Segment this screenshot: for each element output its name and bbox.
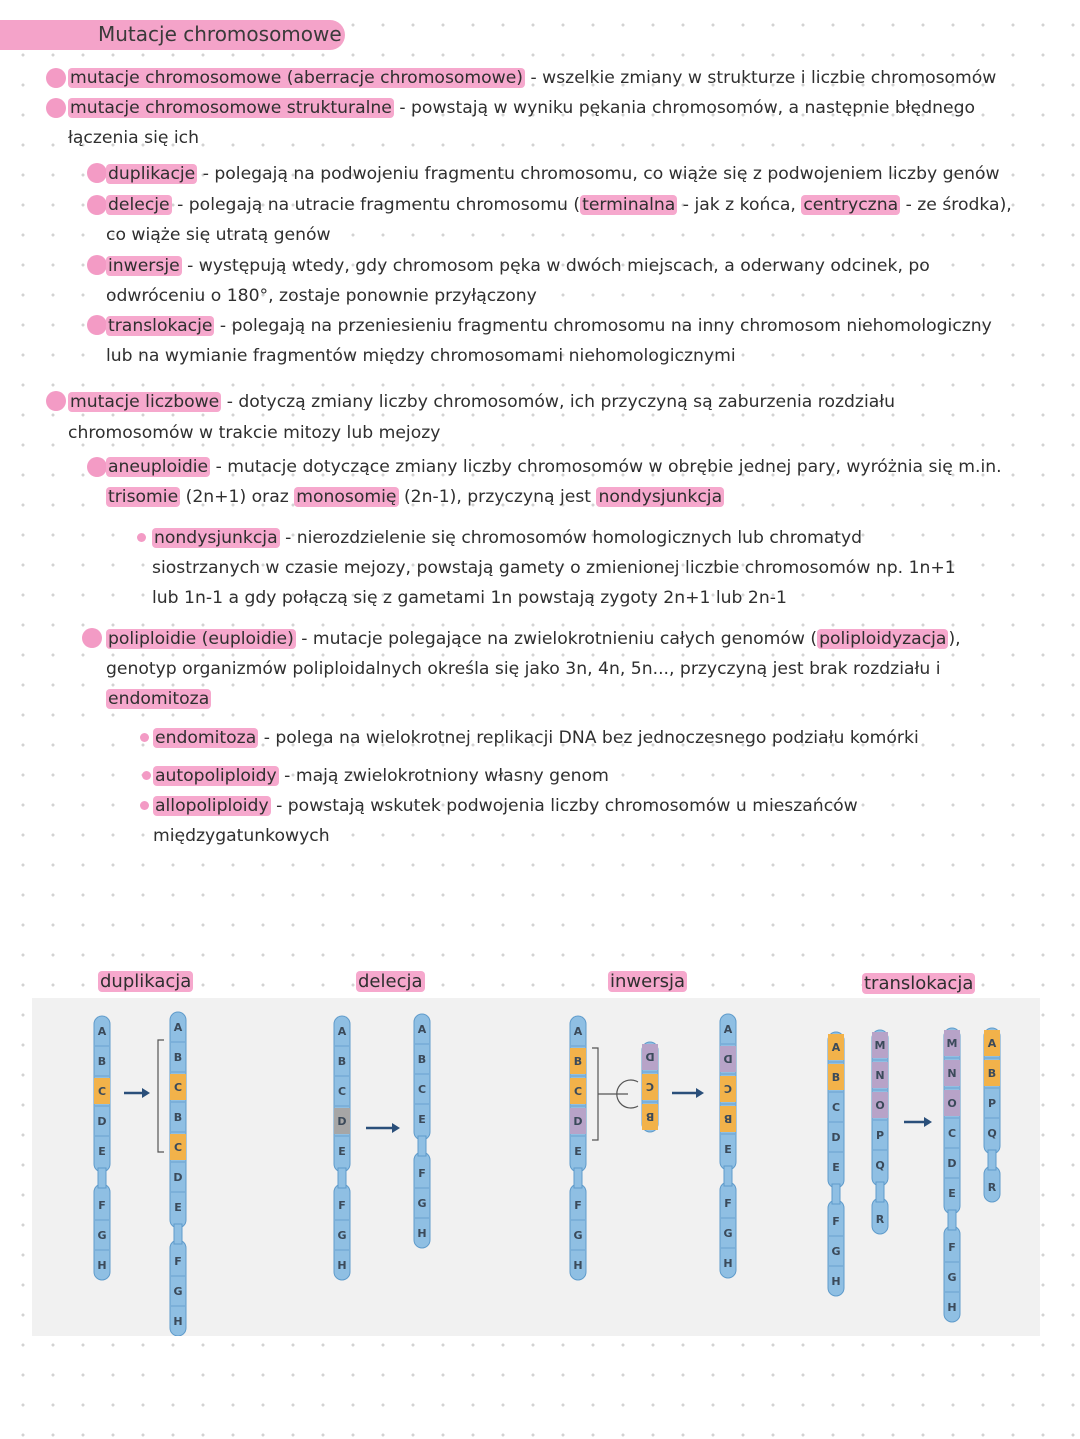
chromosome-dup-after (170, 1012, 186, 1336)
gene-label: B (337, 1055, 347, 1068)
term: aneuploidie (108, 457, 209, 477)
gene-label: B (97, 1055, 107, 1068)
gene-label: M (874, 1039, 886, 1052)
gene-label: E (418, 1113, 426, 1126)
arrow-inversion (672, 1088, 704, 1098)
page-title: Mutacje chromosomowe (98, 22, 342, 46)
definition-translocation: translokacje - polegają na przeniesieniu fragmentu chromosomu na inny chromosom niehomologiczny (108, 316, 992, 336)
definition-autopolyploidy: autopoliploidy - mają zwielokrotniony własny genom (155, 766, 609, 786)
gene-label: B (723, 1112, 733, 1125)
gene-label: G (417, 1197, 427, 1210)
duplicated-segment-bracket (158, 1040, 164, 1152)
bullet-dot (140, 733, 149, 742)
chromosome-trans-b-before (872, 1030, 888, 1234)
term: trisomie (108, 487, 179, 507)
definition-nondisjunction: nondysjunkcja - nierozdzielenie się chromosomów homologicznych lub chromatyd (154, 528, 863, 548)
gene-label: Q (987, 1127, 997, 1140)
gene-label: C (573, 1085, 583, 1098)
gene-label: O (947, 1097, 957, 1110)
gene-label: A (573, 1025, 583, 1038)
gene-label: E (98, 1145, 106, 1158)
bullet-dot (46, 68, 66, 88)
gene-label: E (832, 1161, 840, 1174)
gene-label: D (173, 1171, 183, 1184)
gene-label: D (723, 1052, 733, 1065)
gene-label: A (723, 1023, 733, 1036)
definition-aneuploidy: aneuploidie - mutacje dotyczące zmiany liczby chromosomów w obrębie jednej pary, wyróżnia się m.in. (108, 457, 1002, 477)
term: endomitoza (155, 728, 257, 748)
gene-label: E (724, 1143, 732, 1156)
term: monosomię (296, 487, 397, 507)
bullet-dot (87, 315, 107, 335)
gene-label: C (831, 1101, 841, 1114)
gene-label: F (724, 1197, 732, 1210)
mutation-diagram (32, 998, 1040, 1336)
gene-label: H (97, 1259, 107, 1272)
bullet-dot (46, 98, 66, 118)
definition-structural-line2: łączenia się ich (68, 128, 200, 148)
gene-label: B (987, 1067, 997, 1080)
term: delecje (108, 195, 170, 215)
gene-label: G (831, 1245, 841, 1258)
gene-label: F (574, 1199, 582, 1212)
definition-allopolyploidy-line2: międzygatunkowych (153, 826, 330, 846)
bullet-dot (87, 457, 107, 477)
gene-label: D (947, 1157, 957, 1170)
gene-label: D (645, 1050, 655, 1063)
gene-label: C (337, 1085, 347, 1098)
gene-label: B (573, 1055, 583, 1068)
gene-label: G (337, 1229, 347, 1242)
gene-label: B (417, 1053, 427, 1066)
gene-label: B (173, 1051, 183, 1064)
definition-polyploidy-line2: genotyp organizmów poliploidalnych określa się jako 3n, 4n, 5n..., przyczyną jest brak rozdziału i (106, 659, 941, 679)
gene-label: D (831, 1131, 841, 1144)
gene-label: M (946, 1037, 958, 1050)
gene-label: C (723, 1082, 733, 1095)
diagram-label-translocation: translokacja (864, 973, 974, 994)
gene-label: H (417, 1227, 427, 1240)
gene-label: Q (875, 1159, 885, 1172)
gene-label: H (573, 1259, 583, 1272)
definition-inversion: inwersje - występują wtedy, gdy chromosom pęka w dwóch miejscach, a oderwany odcinek, po (108, 256, 930, 276)
gene-label: B (173, 1111, 183, 1124)
term: poliploidyzacja (819, 629, 947, 649)
term: mutacje chromosomowe strukturalne (70, 98, 392, 118)
gene-label: H (337, 1259, 347, 1272)
gene-label: E (174, 1201, 182, 1214)
gene-label: C (417, 1083, 427, 1096)
term: mutacje liczbowe (70, 392, 220, 412)
diagram-label-inversion: inwersja (610, 971, 686, 992)
definition-allopolyploidy: allopoliploidy - powstają wskutek podwojenia liczby chromosomów u mieszańców (155, 796, 858, 816)
gene-label: H (723, 1257, 733, 1270)
gene-label: G (97, 1229, 107, 1242)
chromosome-trans-a-before (828, 1032, 844, 1296)
chromosome-trans-a-after (944, 1028, 960, 1322)
gene-label: D (337, 1115, 347, 1128)
definition-polyploidy-line3 (106, 687, 211, 711)
term: translokacje (108, 316, 213, 336)
diagram-label-deletion: delecja (358, 971, 423, 992)
gene-label: B (831, 1071, 841, 1084)
gene-label: R (875, 1213, 885, 1226)
arrow-duplication (124, 1088, 150, 1098)
chromosome-inv-before (570, 1016, 586, 1280)
chromosome-inv-fragment (642, 1042, 658, 1132)
chromosome-trans-b-after (984, 1028, 1000, 1202)
arrow-translocation (904, 1117, 932, 1127)
gene-label: C (947, 1127, 957, 1140)
gene-label: H (831, 1275, 841, 1288)
gene-label: F (98, 1199, 106, 1212)
definition-inversion-line2: odwróceniu o 180°, zostaje ponownie przyłączony (106, 286, 537, 306)
term: nondysjunkcja (598, 487, 723, 507)
term: poliploidie (euploidie) (108, 629, 294, 649)
chromosome-del-after (414, 1014, 430, 1248)
gene-label: F (174, 1255, 182, 1268)
mutation-diagram-panel (32, 998, 1040, 1336)
gene-label: H (947, 1301, 957, 1314)
gene-label: E (948, 1187, 956, 1200)
gene-label: O (875, 1099, 885, 1112)
gene-label: A (987, 1037, 997, 1050)
gene-label: R (987, 1181, 997, 1194)
gene-label: A (173, 1021, 183, 1034)
inversion-bracket (592, 1048, 598, 1140)
bullet-dot (142, 771, 151, 780)
gene-label: E (338, 1145, 346, 1158)
gene-label: G (573, 1229, 583, 1242)
gene-label: A (417, 1023, 427, 1036)
gene-label: A (337, 1025, 347, 1038)
gene-label: N (947, 1067, 957, 1080)
definition-structural: mutacje chromosomowe strukturalne - powstają w wyniku pękania chromosomów, a następnie błędnego (70, 98, 976, 118)
diagram-label-duplication: duplikacja (100, 971, 192, 992)
definition-deletion-line2: co wiąże się utratą genów (106, 225, 331, 245)
gene-label: D (573, 1115, 583, 1128)
gene-label: C (173, 1141, 183, 1154)
term: endomitoza (108, 689, 210, 709)
term: centryczna (803, 195, 899, 215)
gene-label: F (948, 1241, 956, 1254)
definition-translocation-line2: lub na wymianie fragmentów między chromosomami niehomologicznymi (106, 346, 736, 366)
gene-label: G (947, 1271, 957, 1284)
chromosome-del-before (334, 1016, 350, 1280)
gene-label: B (645, 1110, 655, 1123)
definition-duplication: duplikacje - polegają na podwojeniu fragmentu chromosomu, co wiąże się z podwojeniem liczby genów (108, 164, 1000, 184)
term: autopoliploidy (155, 766, 277, 786)
gene-label: D (97, 1115, 107, 1128)
gene-label: F (832, 1215, 840, 1228)
term: nondysjunkcja (154, 528, 278, 548)
definition-deletion: delecje - polegają na utracie fragmentu chromosomu ( terminalna - jak z końca, centryczna - ze środka), (108, 195, 1012, 215)
bullet-dot (87, 195, 107, 215)
bullet-dot (87, 163, 107, 183)
gene-label: N (875, 1069, 885, 1082)
arrow-deletion (366, 1123, 400, 1133)
gene-label: F (418, 1167, 426, 1180)
definition-polyploidy: poliploidie (euploidie) - mutacje polegające na zwielokrotnieniu całych genomów ( poliploidyzacja ), (108, 629, 961, 649)
definition-nondisjunction-line3: lub 1n-1 a gdy połączą się z gametami 1n powstają zygoty 2n+1 lub 2n-1 (152, 588, 787, 608)
term: mutacje chromosomowe (aberracje chromosomowe) (70, 68, 524, 88)
gene-label: A (97, 1025, 107, 1038)
bullet-dot (82, 628, 102, 648)
term: allopoliploidy (155, 796, 269, 816)
bullet-dot (140, 801, 149, 810)
gene-label: C (97, 1085, 107, 1098)
bullet-dot (137, 533, 146, 542)
term: duplikacje (108, 164, 196, 184)
gene-label: G (723, 1227, 733, 1240)
chromosome-inv-after (720, 1014, 736, 1278)
chromosome-dup-before (94, 1016, 110, 1280)
gene-label: C (645, 1080, 655, 1093)
gene-label: G (173, 1285, 183, 1298)
bullet-dot (46, 391, 66, 411)
term: inwersje (108, 256, 180, 276)
gene-label: P (875, 1129, 885, 1142)
gene-label: H (173, 1315, 183, 1328)
definition-aberrations: mutacje chromosomowe (aberracje chromosomowe) - wszelkie zmiany w strukturze i liczbie chromosomów (70, 68, 997, 88)
gene-label: C (173, 1081, 183, 1094)
definition-endomitosis: endomitoza - polega na wielokrotnej replikacji DNA bez jednoczesnego podziału komórki (155, 728, 919, 748)
gene-label: E (574, 1145, 582, 1158)
term: terminalna (582, 195, 676, 215)
definition-aneuploidy-line2: trisomie (2n+1) oraz monosomię (2n-1), przyczyną jest nondysjunkcja (108, 487, 723, 507)
gene-label: F (338, 1199, 346, 1212)
definition-numerical-line2: chromosomów w trakcie mitozy lub mejozy (68, 423, 441, 443)
gene-label: P (987, 1097, 997, 1110)
bullet-dot (87, 255, 107, 275)
definition-numerical: mutacje liczbowe - dotyczą zmiany liczby chromosomów, ich przyczyną są zaburzenia rozdziału (70, 392, 896, 412)
gene-label: A (831, 1041, 841, 1054)
definition-nondisjunction-line2: siostrzanych w czasie mejozy, powstają gamety o zmienionej liczbie chromosomów np. 1n+1 (152, 558, 956, 578)
